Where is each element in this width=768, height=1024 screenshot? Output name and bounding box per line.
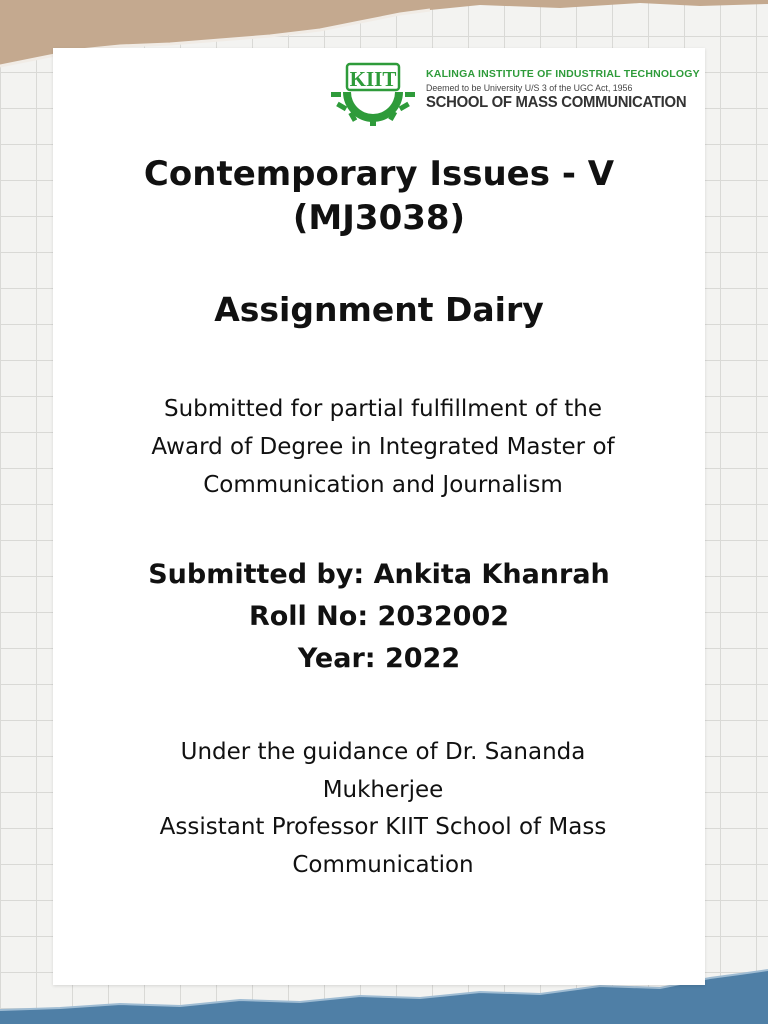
institute-name: KALINGA INSTITUTE OF INDUSTRIAL TECHNOLOGY bbox=[426, 68, 700, 80]
school-name: SCHOOL OF MASS COMMUNICATION bbox=[426, 94, 687, 111]
institute-deemed-note: Deemed to be University U/S 3 of the UGC Act, 1956 bbox=[426, 83, 633, 93]
cover-page bbox=[53, 48, 705, 985]
submission-line-3: Communication and Journalism bbox=[203, 472, 563, 498]
submission-line-1: Submitted for partial fulfillment of the bbox=[164, 396, 602, 422]
guidance-line-4: Communication bbox=[292, 851, 474, 878]
kiit-logo-icon bbox=[329, 62, 417, 126]
svg-text:KIIT: KIIT bbox=[349, 67, 397, 91]
institute-text bbox=[426, 68, 700, 112]
institute-header bbox=[329, 62, 700, 126]
guidance-statement bbox=[93, 734, 673, 884]
submission-statement bbox=[93, 390, 673, 504]
course-title-line-1: Contemporary Issues - V bbox=[143, 154, 615, 194]
guidance-line-3: Assistant Professor KIIT School of Mass bbox=[159, 814, 607, 840]
year: Year: 2022 bbox=[297, 643, 461, 674]
student-details bbox=[53, 554, 705, 680]
guidance-line-2: Mukherjee bbox=[322, 776, 444, 803]
course-code: (MJ3038) bbox=[292, 198, 466, 238]
course-title bbox=[53, 152, 705, 240]
submission-line-2: Award of Degree in Integrated Master of bbox=[151, 434, 615, 460]
submitted-by: Submitted by: Ankita Khanrah bbox=[148, 559, 610, 590]
assignment-heading: Assignment Dairy bbox=[214, 290, 544, 329]
roll-number: Roll No: 2032002 bbox=[248, 601, 510, 632]
guidance-line-1: Under the guidance of Dr. Sananda bbox=[180, 739, 586, 765]
